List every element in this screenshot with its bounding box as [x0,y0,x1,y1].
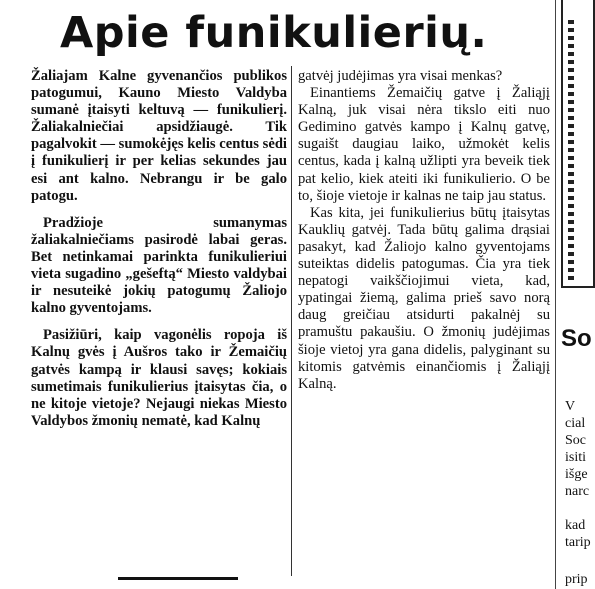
article-paragraph-1: Žaliajam Kalne gyvenančios publikos patogumui, Kauno Miesto Valdyba sumanė įtaisyti keltuvą — funikulierį. Žaliakalniečiai apsidžiaugė. Tik pagalvokit — sumokėjęs kelis centus sėdi į funikulierį ir per kelias sekundes jau esi ant kalno. Nebrangu ir be galo patogu. [31,68,287,204]
neighbor-line: prip [565,572,588,587]
article-paragraph-4: gatvėj judėjimas yra visai menkas? [298,68,503,84]
neighbor-line: narc [565,484,590,499]
right-column-divider [555,0,556,589]
neighbor-box-frame [561,0,595,288]
article-title: Apie funikulierių. [60,8,488,58]
neighbor-column [559,0,592,589]
column-divider [291,66,292,576]
neighbor-line: isiti [565,450,587,465]
neighbor-line: V [565,399,576,414]
article-end-rule [118,577,238,580]
neighbor-line: Soc [565,433,586,448]
neighbor-line: kad [565,518,586,533]
neighbor-line: išge [565,467,588,482]
neighbor-line: cial [565,416,586,431]
neighbor-heading-fragment: So [561,325,592,352]
article-paragraph-2: Pradžioje sumanymas žaliakalniečiams pasirodė labai geras. Bet netinkamai parinkta funikulieriui vieta sugadino „gešeftą“ Miesto valdybai ir nesuteikė jokių patogumų Žaliojo kalno gyventojams. [31,214,287,317]
article-left-column [31,68,287,430]
article-middle-column [298,68,550,393]
article-paragraph-5: Einantiems Žemaičių gatve į Žaliąjį Kalną, juk visai nėra tikslo eiti nuo Gedimino gatvės kampo į Kalnų gatvę, sugaišt daugiau laiko, užmokėt kelis centus, kada į kalną užlipti yra beveik tiek pat kelio, kiek ateiti iki funikulierio. O be to, šioje vietoje ir kalnas ne taip jau status. [298,85,550,204]
decorative-chain-border [568,20,574,280]
article-paragraph-6: Kas kita, jei funikulierius būtų įtaisytas Kauklių gatvėj. Tada būtų galima drąsiai pasakyt, kad Žaliojo kalno gyventojams suteiktas didelis patogumas. Čia yra tiek nepatogi vaikščiojimui vieta, kad, ypatingai žiemą, galima prieš savo norą daug greičiau atsidurti pakalnėj su pramuštu pakaušiu. O žmonių judėjimas šioje vietoj yra gana didelis, palyginant su kitomis gatvėmis einančiomis į Žaliąjį Kalną. [298,204,550,392]
article-paragraph-3: Pasižiūri, kaip vagonėlis ropoja iš Kalnų gvės į Aušros tako ir Žemaičių gatvės kampą ir klausi savęs; kokiais sumetimais funikulierius įtaisytas čia, o ne kitoje vietoje? Nejaugi niekas Miesto Valdybos žmonių nematė, kad Kalnų [31,327,287,429]
neighbor-line: tarip [565,535,591,550]
